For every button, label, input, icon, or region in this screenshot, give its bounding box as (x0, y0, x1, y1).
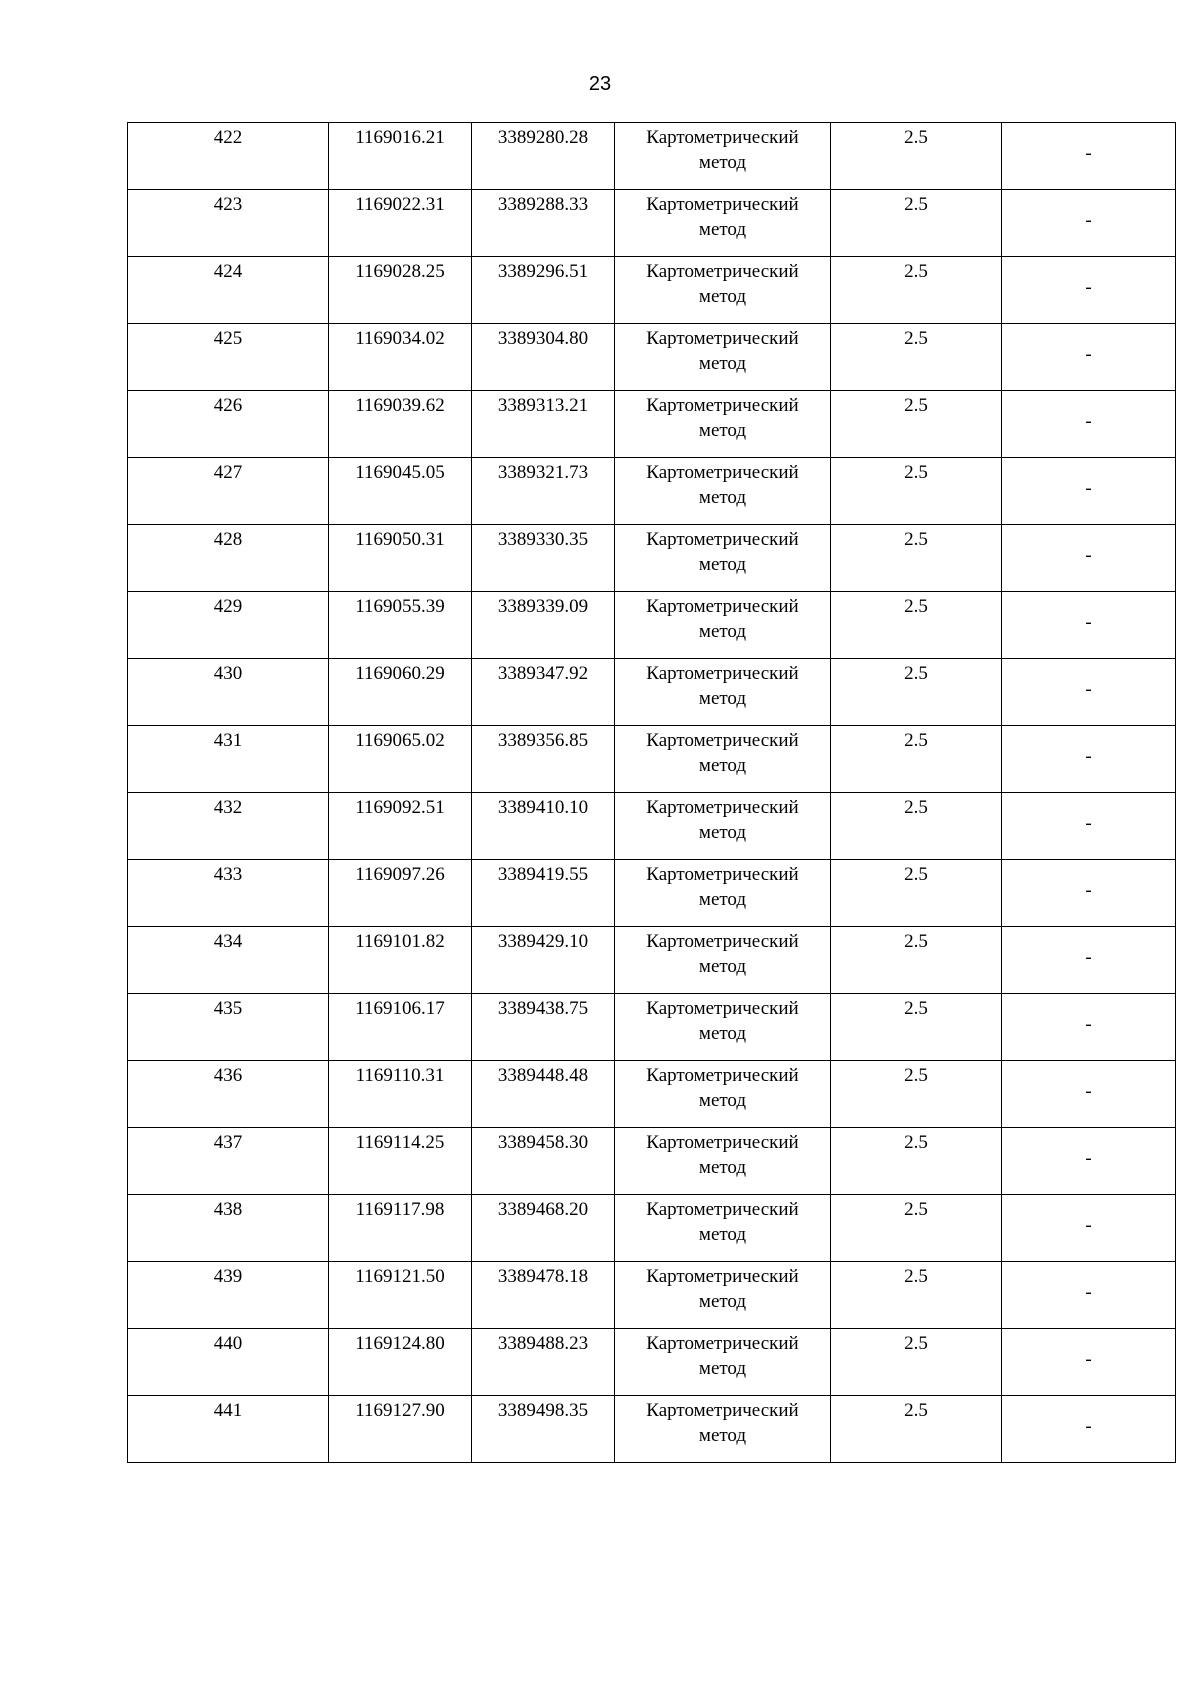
table-row (128, 458, 1176, 525)
cell-point-number: 422 (128, 123, 329, 190)
table-body (128, 123, 1176, 1463)
cell-coordinate-x: 1169039.62 (329, 391, 472, 458)
cell-method: Картометрический метод (615, 257, 831, 324)
cell-coordinate-y: 3389296.51 (472, 257, 615, 324)
cell-coordinate-x: 1169117.98 (329, 1195, 472, 1262)
cell-point-number: 428 (128, 525, 329, 592)
cell-accuracy: 2.5 (831, 1061, 1002, 1128)
cell-note: - (1002, 659, 1176, 726)
cell-coordinate-x: 1169045.05 (329, 458, 472, 525)
cell-accuracy: 2.5 (831, 1329, 1002, 1396)
cell-accuracy: 2.5 (831, 793, 1002, 860)
cell-accuracy: 2.5 (831, 927, 1002, 994)
table-row (128, 1262, 1176, 1329)
table-row (128, 1195, 1176, 1262)
cell-note: - (1002, 793, 1176, 860)
table-row (128, 1061, 1176, 1128)
cell-note: - (1002, 592, 1176, 659)
cell-coordinate-x: 1169022.31 (329, 190, 472, 257)
cell-point-number: 433 (128, 860, 329, 927)
cell-point-number: 431 (128, 726, 329, 793)
cell-note: - (1002, 994, 1176, 1061)
cell-coordinate-x: 1169092.51 (329, 793, 472, 860)
cell-note: - (1002, 1061, 1176, 1128)
coordinates-table (127, 122, 1176, 1463)
cell-point-number: 440 (128, 1329, 329, 1396)
cell-accuracy: 2.5 (831, 1128, 1002, 1195)
cell-coordinate-y: 3389280.28 (472, 123, 615, 190)
cell-accuracy: 2.5 (831, 860, 1002, 927)
cell-coordinate-x: 1169097.26 (329, 860, 472, 927)
cell-method: Картометрический метод (615, 793, 831, 860)
table-row (128, 190, 1176, 257)
cell-accuracy: 2.5 (831, 458, 1002, 525)
cell-accuracy: 2.5 (831, 726, 1002, 793)
table-row (128, 123, 1176, 190)
cell-point-number: 432 (128, 793, 329, 860)
cell-coordinate-y: 3389288.33 (472, 190, 615, 257)
cell-point-number: 441 (128, 1396, 329, 1463)
cell-point-number: 434 (128, 927, 329, 994)
cell-point-number: 429 (128, 592, 329, 659)
cell-method: Картометрический метод (615, 1396, 831, 1463)
cell-coordinate-x: 1169124.80 (329, 1329, 472, 1396)
cell-method: Картометрический метод (615, 994, 831, 1061)
cell-method: Картометрический метод (615, 458, 831, 525)
cell-method: Картометрический метод (615, 726, 831, 793)
cell-point-number: 424 (128, 257, 329, 324)
cell-coordinate-x: 1169055.39 (329, 592, 472, 659)
cell-note: - (1002, 123, 1176, 190)
cell-accuracy: 2.5 (831, 1396, 1002, 1463)
cell-method: Картометрический метод (615, 123, 831, 190)
cell-coordinate-x: 1169034.02 (329, 324, 472, 391)
cell-coordinate-y: 3389356.85 (472, 726, 615, 793)
cell-accuracy: 2.5 (831, 391, 1002, 458)
cell-coordinate-y: 3389304.80 (472, 324, 615, 391)
cell-accuracy: 2.5 (831, 1262, 1002, 1329)
cell-coordinate-y: 3389321.73 (472, 458, 615, 525)
cell-note: - (1002, 458, 1176, 525)
cell-coordinate-x: 1169028.25 (329, 257, 472, 324)
table-row (128, 994, 1176, 1061)
table-row (128, 860, 1176, 927)
cell-coordinate-y: 3389339.09 (472, 592, 615, 659)
cell-coordinate-y: 3389458.30 (472, 1128, 615, 1195)
cell-coordinate-y: 3389478.18 (472, 1262, 615, 1329)
table-row (128, 1329, 1176, 1396)
page-number: 23 (588, 73, 612, 95)
cell-accuracy: 2.5 (831, 592, 1002, 659)
cell-coordinate-x: 1169016.21 (329, 123, 472, 190)
cell-coordinate-x: 1169121.50 (329, 1262, 472, 1329)
cell-coordinate-x: 1169060.29 (329, 659, 472, 726)
cell-accuracy: 2.5 (831, 1195, 1002, 1262)
cell-method: Картометрический метод (615, 1195, 831, 1262)
cell-note: - (1002, 324, 1176, 391)
cell-note: - (1002, 860, 1176, 927)
table-row (128, 1396, 1176, 1463)
cell-coordinate-y: 3389410.10 (472, 793, 615, 860)
cell-coordinate-y: 3389419.55 (472, 860, 615, 927)
cell-note: - (1002, 1396, 1176, 1463)
table-row (128, 525, 1176, 592)
cell-point-number: 438 (128, 1195, 329, 1262)
cell-coordinate-x: 1169106.17 (329, 994, 472, 1061)
table-row (128, 391, 1176, 458)
cell-coordinate-y: 3389347.92 (472, 659, 615, 726)
cell-note: - (1002, 1329, 1176, 1396)
cell-method: Картометрический метод (615, 659, 831, 726)
cell-coordinate-y: 3389313.21 (472, 391, 615, 458)
cell-method: Картометрический метод (615, 927, 831, 994)
cell-method: Картометрический метод (615, 1128, 831, 1195)
cell-accuracy: 2.5 (831, 324, 1002, 391)
cell-point-number: 430 (128, 659, 329, 726)
table-row (128, 324, 1176, 391)
cell-accuracy: 2.5 (831, 659, 1002, 726)
cell-accuracy: 2.5 (831, 190, 1002, 257)
cell-coordinate-y: 3389429.10 (472, 927, 615, 994)
cell-method: Картометрический метод (615, 1262, 831, 1329)
cell-accuracy: 2.5 (831, 525, 1002, 592)
cell-coordinate-y: 3389488.23 (472, 1329, 615, 1396)
cell-coordinate-y: 3389330.35 (472, 525, 615, 592)
cell-coordinate-y: 3389468.20 (472, 1195, 615, 1262)
table-row (128, 726, 1176, 793)
cell-coordinate-y: 3389438.75 (472, 994, 615, 1061)
cell-coordinate-x: 1169127.90 (329, 1396, 472, 1463)
cell-note: - (1002, 257, 1176, 324)
cell-note: - (1002, 525, 1176, 592)
cell-coordinate-x: 1169114.25 (329, 1128, 472, 1195)
cell-note: - (1002, 927, 1176, 994)
cell-coordinate-x: 1169110.31 (329, 1061, 472, 1128)
cell-method: Картометрический метод (615, 324, 831, 391)
cell-coordinate-y: 3389498.35 (472, 1396, 615, 1463)
cell-point-number: 426 (128, 391, 329, 458)
cell-method: Картометрический метод (615, 525, 831, 592)
cell-coordinate-x: 1169101.82 (329, 927, 472, 994)
cell-method: Картометрический метод (615, 592, 831, 659)
cell-point-number: 427 (128, 458, 329, 525)
cell-coordinate-x: 1169050.31 (329, 525, 472, 592)
table-row (128, 1128, 1176, 1195)
cell-note: - (1002, 726, 1176, 793)
cell-coordinate-y: 3389448.48 (472, 1061, 615, 1128)
cell-note: - (1002, 391, 1176, 458)
table-row (128, 659, 1176, 726)
cell-method: Картометрический метод (615, 1329, 831, 1396)
cell-accuracy: 2.5 (831, 123, 1002, 190)
cell-note: - (1002, 1195, 1176, 1262)
cell-note: - (1002, 190, 1176, 257)
table-row (128, 927, 1176, 994)
cell-point-number: 423 (128, 190, 329, 257)
cell-point-number: 435 (128, 994, 329, 1061)
cell-point-number: 437 (128, 1128, 329, 1195)
cell-point-number: 436 (128, 1061, 329, 1128)
cell-point-number: 425 (128, 324, 329, 391)
cell-method: Картометрический метод (615, 1061, 831, 1128)
cell-method: Картометрический метод (615, 860, 831, 927)
cell-accuracy: 2.5 (831, 257, 1002, 324)
cell-note: - (1002, 1262, 1176, 1329)
cell-coordinate-x: 1169065.02 (329, 726, 472, 793)
cell-method: Картометрический метод (615, 190, 831, 257)
cell-point-number: 439 (128, 1262, 329, 1329)
table-row (128, 592, 1176, 659)
cell-method: Картометрический метод (615, 391, 831, 458)
table-row (128, 257, 1176, 324)
table-row (128, 793, 1176, 860)
cell-accuracy: 2.5 (831, 994, 1002, 1061)
cell-note: - (1002, 1128, 1176, 1195)
